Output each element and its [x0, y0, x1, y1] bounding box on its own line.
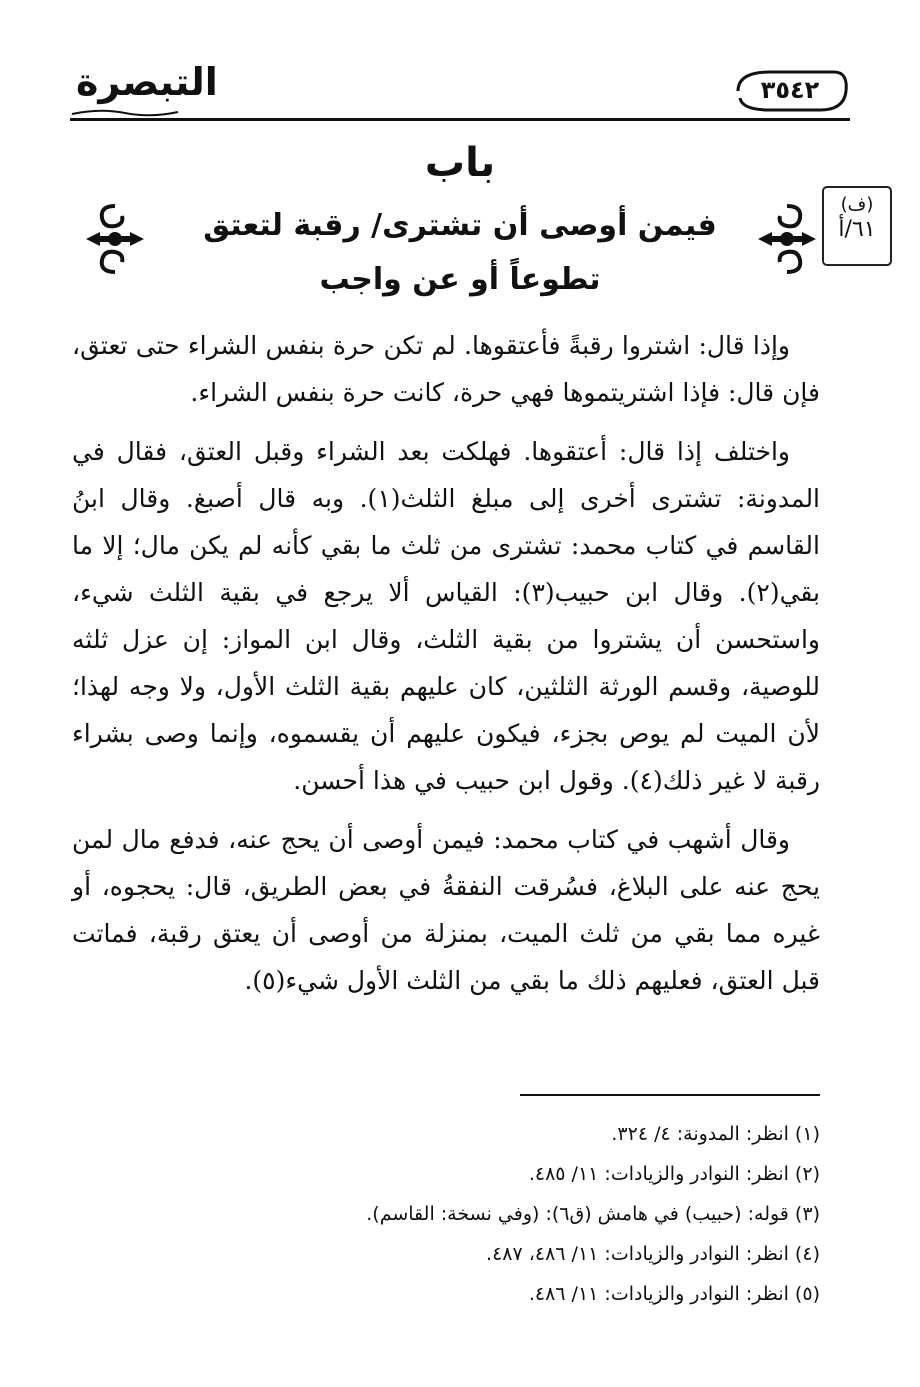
title-swash-ornament [70, 108, 180, 118]
chapter-label: باب [424, 140, 496, 186]
margin-reference-folio: ٦١/أ [838, 217, 876, 242]
left-floral-ornament [80, 198, 150, 280]
page-number-badge [730, 68, 850, 114]
paragraph: وإذا قال: اشتروا رقبةً فأعتقوها. لم تكن حرة بنفس الشراء حتى تعتق، فإن قال: فإذا اشتريتموها فهي حرة، كانت حرة بنفس الشراء. [72, 331, 820, 407]
right-floral-ornament [752, 198, 822, 280]
footnotes [72, 1114, 820, 1314]
page-header [70, 60, 850, 122]
footnote-separator [520, 1094, 820, 1096]
body-text [72, 322, 820, 1016]
footnote: (٥) انظر: النوادر والزيادات: ١١/ ٤٨٦. [528, 1283, 820, 1305]
margin-reference-manuscript: (ف) [840, 194, 874, 215]
footnote: (٤) انظر: النوادر والزيادات: ١١/ ٤٨٦، ٤٨٧. [486, 1243, 820, 1265]
paragraph: وقال أشهب في كتاب محمد: فيمن أوصى أن يحج عنه، فدفع مال لمن يحج عنه على البلاغ، فسُرقت النفقةُ في بعض الطريق، قال: يحجوه، أو غيره مما بقي من ثلث الميت، بمنزلة من أوصى أن يعتق رقبة، فماتت قبل العتق، فعليهم ذلك ما بقي من الثلث الأول شيء(٥). [72, 825, 820, 995]
page-number: ٣٥٤٢ [760, 76, 820, 104]
footnote: (٢) انظر: النوادر والزيادات: ١١/ ٤٨٥. [528, 1163, 820, 1185]
paragraph: واختلف إذا قال: أعتقوها. فهلكت بعد الشراء وقبل العتق، فقال في المدونة: تشترى أخرى إلى مبلغ الثلث(١). وبه قال أصبغ. وقال ابنُ القاسم في كتاب محمد: تشترى من ثلث ما بقي كأنه لم يكن مال؛ إلا ما بقي(٢). وقال ابن حبيب(٣): القياس ألا يرجع في بقية الثلث شيء، واستحسن أن يشتروا من بقية الثلث، وقال ابن المواز: إن عزل ثلثه للوصية، وقسم الورثة الثلثين، كان عليهم بقية الثلث الأول، ولا وجه لهذا؛ لأن الميت لم يوص بجزء، فيكون عليهم أن يقسموه، وإنما وصى بشراء رقبة لا غير ذلك(٤). وقول ابن حبيب في هذا أحسن. [72, 437, 821, 795]
chapter-title-line-1: فيمن أوصى أن تشترى/ رقبة لتعتق [203, 208, 717, 243]
footnote: (١) انظر: المدونة: ٤/ ٣٢٤. [611, 1123, 820, 1145]
chapter-title-line-2: تطوعاً أو عن واجب [319, 262, 601, 297]
footnote: (٣) قوله: (حبيب) في هامش (ق٦): (وفي نسخة: القاسم). [366, 1203, 820, 1225]
header-rule [70, 118, 850, 121]
book-title: التبصرة [76, 60, 218, 104]
margin-reference-box [822, 186, 892, 266]
